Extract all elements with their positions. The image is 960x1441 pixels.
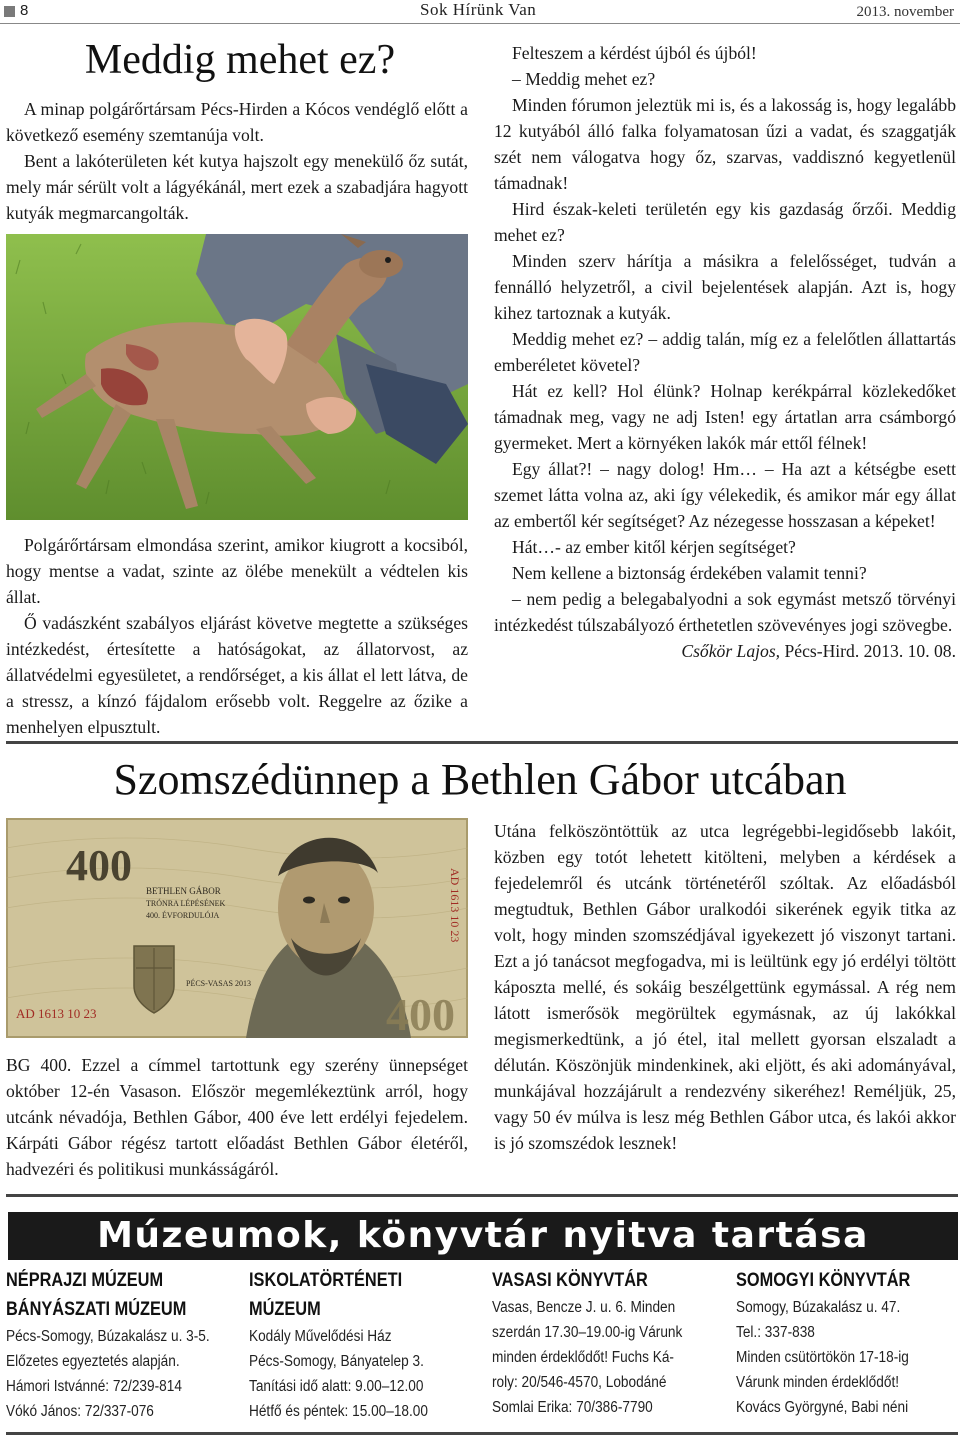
museum-heading: NÉPRAJZI MÚZEUM <box>6 1270 164 1291</box>
page-bottom-rule <box>6 1432 958 1435</box>
banknote-illustration <box>6 818 468 1038</box>
library-info-line: Somogy, Búzakalász u. 47. <box>736 1299 901 1316</box>
article2-title: Szomszédünnep a Bethlen Gábor utcában <box>113 755 847 804</box>
article1-para1: A minap polgárőrtársam Pécs-Hirden a Kócos vendéglő előtt a következő esemény szemtanúja volt. <box>6 99 468 145</box>
deer-photo <box>6 234 468 520</box>
library-info-line: Kovács Györgyné, Babi néni <box>736 1399 909 1416</box>
banknote-place: PÉCS-VASAS 2013 <box>186 979 251 988</box>
library-column-vasasi <box>492 1266 724 1420</box>
museum-info-line: Pécs-Somogy, Bányatelep 3. <box>249 1353 424 1370</box>
article1-title: Meddig mehet ez? <box>84 37 396 83</box>
article1-right-line: Nem kellene a biztonság érdekében valamit tenni? <box>512 563 867 583</box>
museum-info-line: Kodály Művelődési Ház <box>249 1328 392 1345</box>
article1-right-line: Meddig mehet ez? – addig talán, míg ez a felelőtlen állattartás emberéletet követel? <box>494 329 956 375</box>
library-heading: SOMOGYI KÖNYVTÁR <box>736 1270 911 1291</box>
article2-left-column <box>6 1052 468 1182</box>
article1-right-line: Hát…- az ember kitől kérjen segítséget? <box>512 537 796 557</box>
article1-right-line: Minden szerv hárítja a másikra a felelősséget, tudván a fennálló helyzetről, a civil bejelentések alapján. Azt is, hogy kihez tartoznak a kutyák. <box>494 251 956 323</box>
museum-heading: MÚZEUM <box>249 1299 321 1320</box>
museum-heading: ISKOLATÖRTÉNETI <box>249 1270 403 1291</box>
article1-right-line: Hird észak-keleti területén egy kis gazdaság őrzői. Meddig mehet ez? <box>494 199 956 245</box>
article1-right-line: Hát ez kell? Hol élünk? Holnap kerékpárral közlekedőket támadnak meg, vagy ne adj Isten! egy ártatlan arra csámborgó gyermeket. Mert a környéken lakók már ettől félnek! <box>494 381 956 453</box>
article1-right-line: – nem pedig a belegabalyodni a sok egymást metsző törvényi intézkedést túlszabályozó érthetetlen szövevényes jogi szövegbe. <box>494 589 956 635</box>
author-place-date: Pécs-Hird. 2013. 10. 08. <box>780 641 956 661</box>
article1-continuation <box>6 532 468 740</box>
article1-para3: Polgárőrtársam elmondása szerint, amikor kiugrott a kocsiból, hogy mentse a vadat, szinte az ölébe menekült a védtelen kis állat. <box>6 535 468 607</box>
banknote-value-top: 400 <box>66 841 132 890</box>
banknote-serial-bottom: AD 1613 10 23 <box>16 1006 97 1021</box>
library-info-line: roly: 20/546-4570, Lobodáné <box>492 1374 667 1391</box>
museum-column-neprajzi <box>6 1266 238 1424</box>
banknote-caption-2: TRÓNRA LÉPÉSÉNEK <box>146 899 226 908</box>
library-column-somogyi <box>736 1266 960 1420</box>
page-number: 8 <box>20 2 29 19</box>
article2-right-text: Utána felköszöntöttük az utca legrégebbi-legidősebb lakóit, közben egy totót lehetett kitölteni, melyben a kérdések a fejedelemről és utcánk történetéről szóltak. Az előadásból megtudtuk, Bethlen Gábor uralkodói sikerének egyik titka az volt, hogy minden szomszédjával igyekezett jó viszonyt tartani. Ezt a jó tanácsot megfogadva, mi is leültünk egy jó erdélyi töltött káposzta mellé, és sokáig beszélgettünk egymással. A rég nem látott ismerősök megörültek egymásnak, az új lakókkal megismerkedtünk, a jó étel, ital mellett gyorsan elszaladt a délután. Köszönjük mindenkinek, aki eljött, és aki adományával, munkájával hozzájárult a rendezvény sikeréhez! Reméljük, 25, vagy 50 év múlva is lesz még Bethlen Gábor utca, és lakói akkor is jó szomszédok lesznek! <box>494 821 956 1153</box>
deer-photo-illustration <box>6 234 468 520</box>
library-info-line: Várunk minden érdeklődőt! <box>736 1374 900 1391</box>
banknote-image <box>6 818 468 1038</box>
article2-right-column <box>494 818 956 1156</box>
article1-right-line: Felteszem a kérdést újból és újból! <box>512 43 757 63</box>
article1-right-line: Egy állat?! – nagy dolog! Hm… – Ha azt a kétségbe esett szemet látta volna az, aki így vélekedik, és amikor már egy állat az embertől kér segítséget? Az nézegesse hosszasan a képeket! <box>494 459 956 531</box>
museum-info-line: Pécs-Somogy, Búzakalász u. 3-5. <box>6 1328 210 1345</box>
header-divider <box>0 23 960 24</box>
publication-title: Sok Hírünk Van <box>420 0 537 19</box>
museum-info-line: Hétfő és péntek: 15.00–18.00 <box>249 1403 428 1420</box>
banknote-caption-3: 400. ÉVFORDULÓJA <box>146 911 220 920</box>
library-info-line: Somlai Erika: 70/386-7790 <box>492 1399 653 1416</box>
banknote-caption-1: BETHLEN GÁBOR <box>146 886 221 896</box>
museum-info-line: Hámori Istvánné: 72/239-814 <box>6 1378 182 1395</box>
library-info-line: Tel.: 337-838 <box>736 1324 815 1341</box>
article1-right-line: – Meddig mehet ez? <box>512 69 656 89</box>
museum-banner-title: Múzeumok, könyvtár nyitva tartása <box>97 1215 869 1256</box>
museum-info-line: Előzetes egyeztetés alapján. <box>6 1353 180 1370</box>
section-divider <box>6 741 958 744</box>
issue-date: 2013. november <box>856 4 954 20</box>
library-info-line: minden érdeklődőt! Fuchs Ká- <box>492 1349 674 1366</box>
article2-left-text: BG 400. Ezzel a címmel tartottunk egy szerény ünnepséget október 12-én Vasason. Először megemlékeztünk arról, hogy utcánk névadója, Bethlen Gábor, 400 éve lett erdélyi fejedelem. Kárpáti Gábor régész tartott előadást Bethlen Gábor életéről, hadvezéri és politikusi munkásságáról. <box>6 1055 468 1179</box>
library-info-line: Minden csütörtökön 17-18-ig <box>736 1349 909 1366</box>
article1-para4: Ő vadászként szabályos eljárást követve megtette a szükséges intézkedést, értesítette a hatóságokat, az állatorvost, az állatvédelmi egyesületet, a rendőrséget, a kis állat el lett látva, de a stressz, a kínzó fájdalom erősebb volt. Reggelre az őzike a menhelyen elpusztult. <box>6 613 468 737</box>
library-heading: VASASI KÖNYVTÁR <box>492 1270 648 1291</box>
banknote-value-bottom: 400 <box>386 989 455 1038</box>
article1-right-column <box>494 40 956 664</box>
article1-intro <box>6 96 468 226</box>
article1-right-line: Minden fórumon jeleztük mi is, és a lakosság is, hogy legalább 12 kutyából álló falka folyamatosan űzi a vadat, és szaggatják szét nem válogatva hogy őz, szarvas, vaddisznó kegyetlenül támadnak! <box>494 95 956 193</box>
museum-column-iskolatorteneti <box>249 1266 481 1424</box>
author-name: Csőkör Lajos, <box>681 641 781 661</box>
section-divider <box>6 1194 958 1197</box>
article1-signature <box>494 638 956 664</box>
article1-para2: Bent a lakóterületen két kutya hajszolt egy menekülő őz sutát, mely már sérült volt a lágyékánál, mert ezek a szabadjára hagyott kutyák megmarcangolták. <box>6 151 468 223</box>
header-marker <box>4 6 15 17</box>
museum-info-line: Vókó János: 72/337-076 <box>6 1403 154 1420</box>
museum-heading: BÁNYÁSZATI MÚZEUM <box>6 1299 187 1320</box>
library-info-line: Vasas, Bencze J. u. 6. Minden <box>492 1299 676 1316</box>
library-info-line: szerdán 17.30–19.00-ig Várunk <box>492 1324 683 1341</box>
museum-info-line: Tanítási idő alatt: 9.00–12.00 <box>249 1378 424 1395</box>
banknote-serial-side: AD 1613 10 23 <box>448 868 462 943</box>
